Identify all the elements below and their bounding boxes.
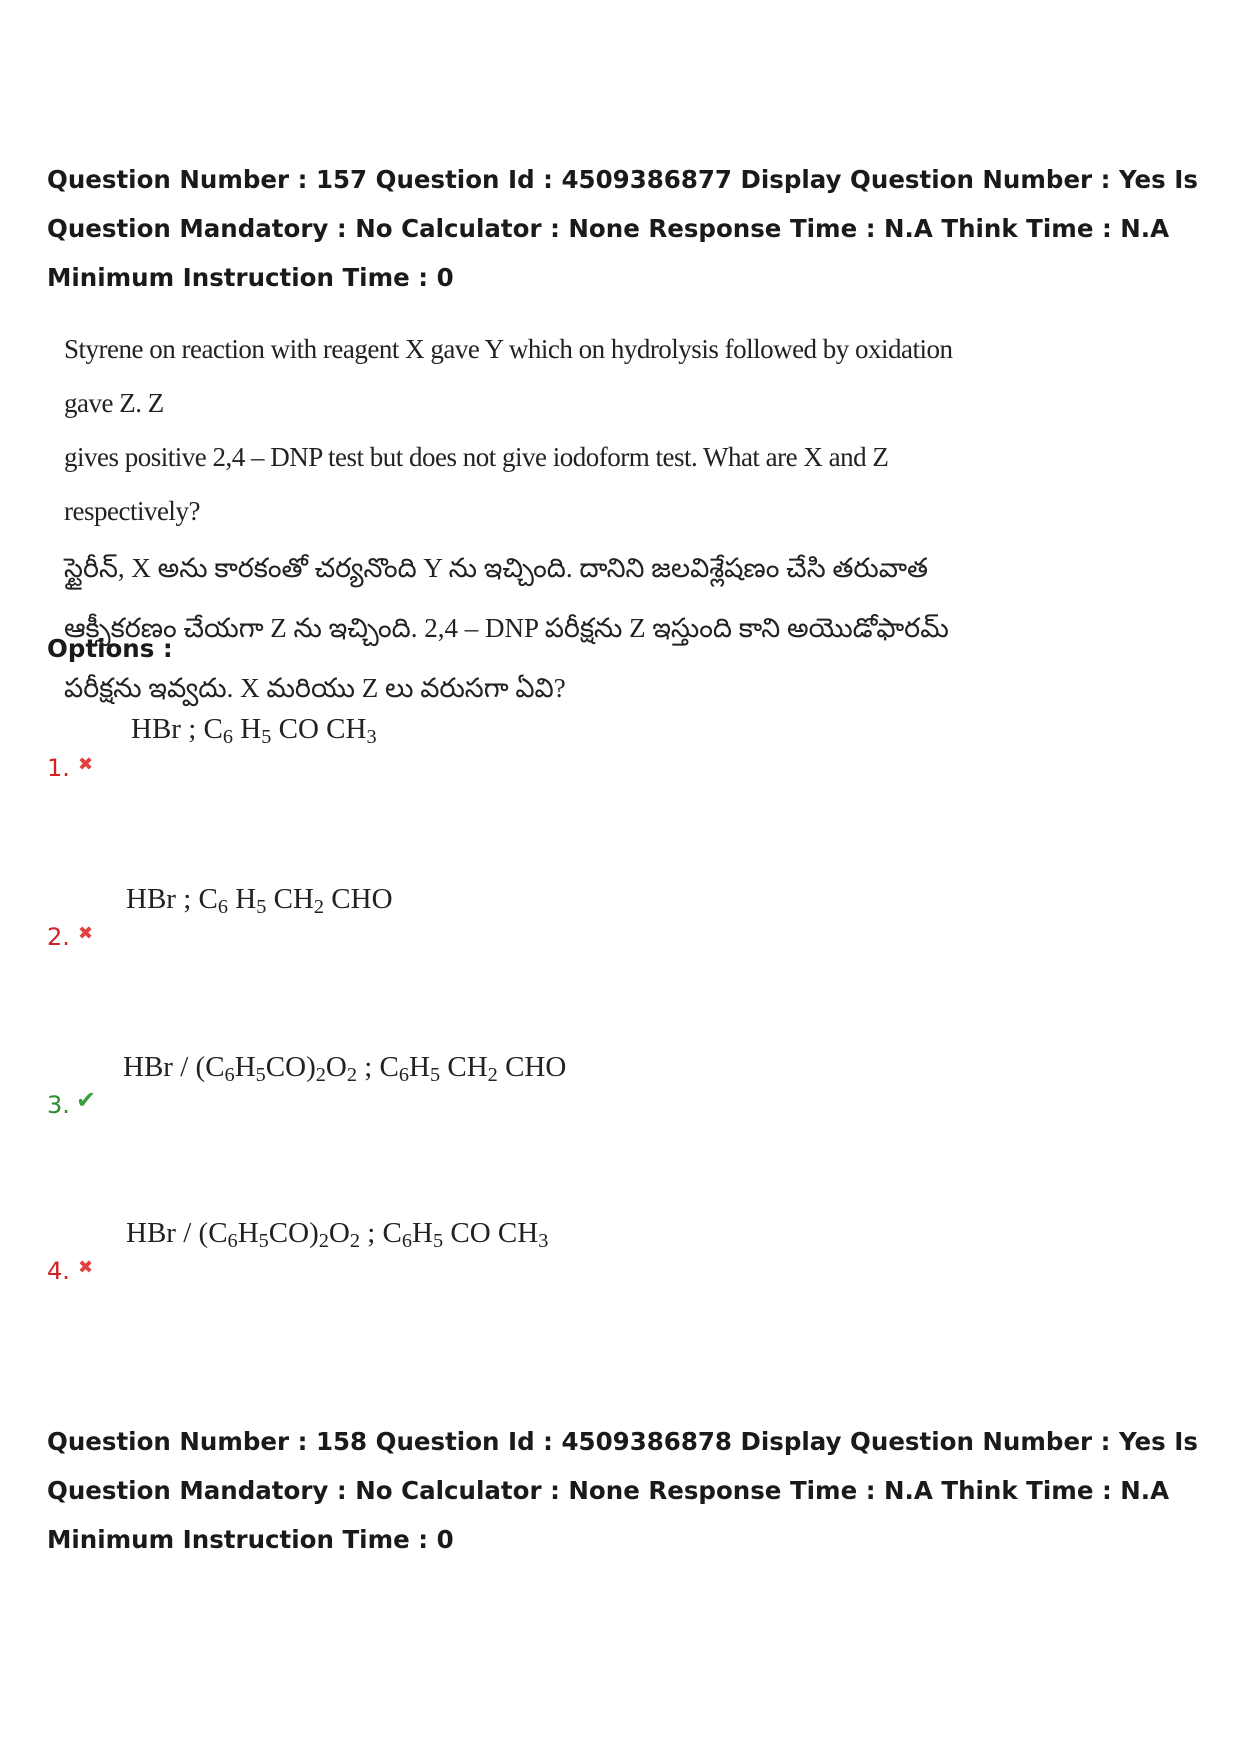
- option-4-number: 4.: [47, 1257, 70, 1285]
- option-3-number: 3.: [47, 1091, 70, 1119]
- option-1-number: 1.: [47, 754, 70, 782]
- question-157-header: Question Number : 157 Question Id : 4509386877 Display Question Number : Yes Is Question Mandatory : No Calculator : None Response Time : N.A Think Time : N.A Minimum Instruction Time : 0: [47, 165, 1198, 292]
- option-3-text: HBr / $(C_6H_5CO)_2O_2$ ; $C_6H_5$ $CH_2$ CHO: [123, 1051, 567, 1087]
- option-3-correct-icon: ✔: [76, 1086, 97, 1114]
- stem-telugu-line-3: పరీక్షను ఇవ్వదు. X మరియు Z లు వరుసగా ఏవి?: [64, 673, 566, 703]
- stem-telugu-line-2: ఆక్సీకరణం చేయగా Z ను ఇచ్చింది. 2,4 – DNP పరీక్షను Z ఇస్తుంది కాని అయొడోఫారమ్: [64, 613, 949, 643]
- option-1-text: HBr ; $C_6$ $H_5$ CO $CH_3$: [131, 713, 377, 749]
- question-158-header: Question Number : 158 Question Id : 4509386878 Display Question Number : Yes Is Question Mandatory : No Calculator : None Response Time : N.A Think Time : N.A Minimum Instruction Time : 0: [47, 1427, 1198, 1554]
- option-4-wrong-icon: ✖: [78, 1257, 94, 1278]
- option-2-text: HBr ; $C_6$ $H_5$ $CH_2$ CHO: [126, 883, 393, 919]
- stem-telugu-line-1: స్టైరీన్, X అను కారకంతో చర్యనొంది Y ను ఇచ్చింది. దానిని జలవిశ్లేషణం చేసి తరువాత: [64, 553, 929, 583]
- option-4-text: HBr / $(C_6H_5CO)_2O_2$ ; $C_6H_5$ CO $CH_3$: [126, 1217, 549, 1253]
- option-2-number: 2.: [47, 923, 70, 951]
- option-2-wrong-icon: ✖: [78, 923, 94, 944]
- stem-english-line-2: gives positive 2,4 – DNP test but does not give iodoform test. What are X and Z respectively?: [64, 442, 889, 526]
- question-157-stem: [64, 322, 964, 718]
- option-1-wrong-icon: ✖: [78, 754, 94, 775]
- stem-english-line-1: Styrene on reaction with reagent X gave Y which on hydrolysis followed by oxidation gave Z. Z: [64, 334, 953, 418]
- options-label: Options :: [47, 634, 173, 663]
